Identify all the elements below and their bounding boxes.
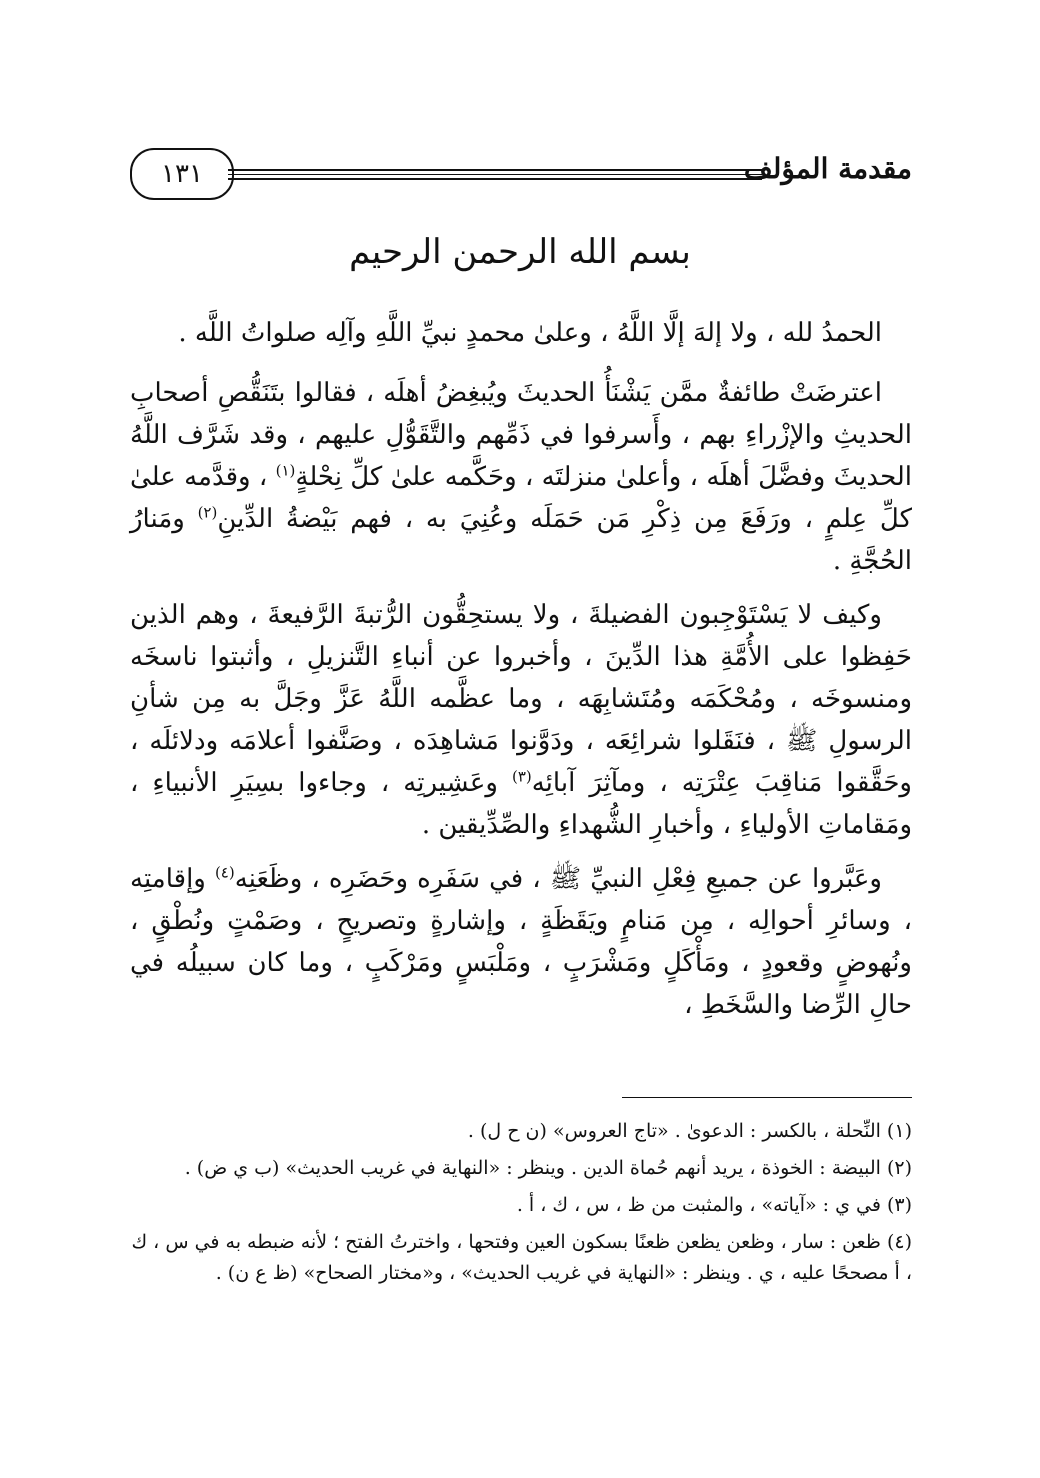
main-text [130,312,912,1038]
footnote-ref[interactable]: (٢) [197,503,218,522]
paragraph [130,858,912,1026]
footnotes [130,1116,912,1295]
text-segment: وعَبَّروا عن جميعِ فِعْلِ النبيِّ ﷺ ، في سَفَرِه وحَضَرِه ، وظَعَنِه [234,864,882,894]
footnote: (٤) ظعن : سار ، وظعن يظعن ظعنًا بسكون العين وفتحها ، واخترتُ الفتح ؛ لأنه ضبطه به في س ، ك ، أ مصححًا عليه ، ي . وينظر : «النهاية في غريب الحديث» ، و«مختار الصحاح» (ظ ع ن) . [131,1231,912,1284]
text-segment: وإقامتِه ، وسائرِ أحوالِه ، مِن مَنامٍ ويَقَظَةٍ ، وإشارةٍ وتصريحٍ ، وصَمْتٍ ونُطْقٍ ، ونُهوضٍ وقعودٍ ، ومَأْكَلٍ ومَشْرَبٍ ، ومَلْبَسٍ ومَرْكَبٍ ، وما كان سبيلُه في حالِ الرِّضا والسَّخَطِ ، [130,864,912,1020]
text-segment: وكيف لا يَسْتَوْجِبون الفضيلةَ ، ولا يستحِقُّون الرُّتبةَ الرَّفيعةَ ، وهم الذين حَفِظوا على الأُمَّةِ هذا الدِّينَ ، وأخبروا عن أنباءِ التَّنزيلِ ، وأثبتوا ناسخَه ومنسوخَه ، ومُحْكَمَه ومُتَشابِهَه ، وما عظَّمه اللَّهُ عَزَّ وجَلَّ به مِن شأنِ الرسولِ ﷺ ، فنَقَلوا شرائِعَه ، ودَوَّنوا مَشاهِدَه ، وصَنَّفوا أعلامَه ودلائلَه ، وحَقَّقوا مَناقِبَ عِتْرَتِه ، ومآثِرَ آبائِه [130,600,912,798]
page-header [130,148,912,204]
footnote-ref[interactable]: (٤) [214,863,235,882]
text-segment: الحمدُ لله ، ولا إلهَ إلَّا اللَّهُ ، وعلىٰ محمدٍ نبيِّ اللَّهِ وآلِه صلواتُ اللَّه . [178,318,882,348]
paragraph [130,594,912,846]
footnote: (٢) البيضة : الخوذة ، يريد أنهم حُماة الدين . وينظر : «النهاية في غريب الحديث» (ب ي ض) . [184,1157,912,1179]
running-title: مقدمة المؤلف [743,152,912,185]
footnote: (٣) في ي : «آياته» ، والمثبت من ظ ، س ، ك ، أ . [516,1194,912,1216]
text-segment: اعترضَتْ طائفةٌ ممَّن يَشْنَأُ الحديثَ ويُبغِضُ أهلَه ، فقالوا بتَنَقُّصِ أصحابِ الحديثِ والإزْراءِ بهم ، وأَسرفوا في ذَمِّهم والتَّقَوُّلِ عليهم ، وقد شَرَّف اللَّهُ الحديثَ وفضَّلَ أهلَه ، وأعلىٰ منزلتَه ، وحَكَّمه علىٰ كلِّ نِحْلةٍ [130,378,912,492]
paragraph [130,312,912,354]
header-rule [228,178,762,180]
header-rule [228,174,762,175]
page-number: ١٣١ [130,148,234,200]
paragraph [130,372,912,582]
footnote-ref[interactable]: (٣) [511,767,532,786]
footnote-ref[interactable]: (١) [275,461,296,480]
text-segment: ، وقدَّمه علىٰ كلِّ عِلمٍ ، ورَفَعَ مِن ذِكْرِ مَن حَمَلَه وعُنِيَ به ، فهم بَيْضةُ الدِّينِ [130,462,912,534]
header-rule [228,169,762,171]
text-segment: وعَشِيرتِه ، وجاءوا بسِيَرِ الأنبياءِ ، ومَقاماتِ الأولياءِ ، وأخبارِ الشُّهداءِ والصِّدِّيقين . [130,768,912,840]
text-segment: ومَنارُ الحُجَّةِ . [130,504,912,576]
basmala: بسم الله الرحمن الرحيم [349,232,691,272]
footnote-separator [622,1097,912,1098]
footnote: (١) النِّحلة ، بالكسر : الدعوىٰ . «تاج العروس» (ن ح ل) . [467,1120,912,1142]
